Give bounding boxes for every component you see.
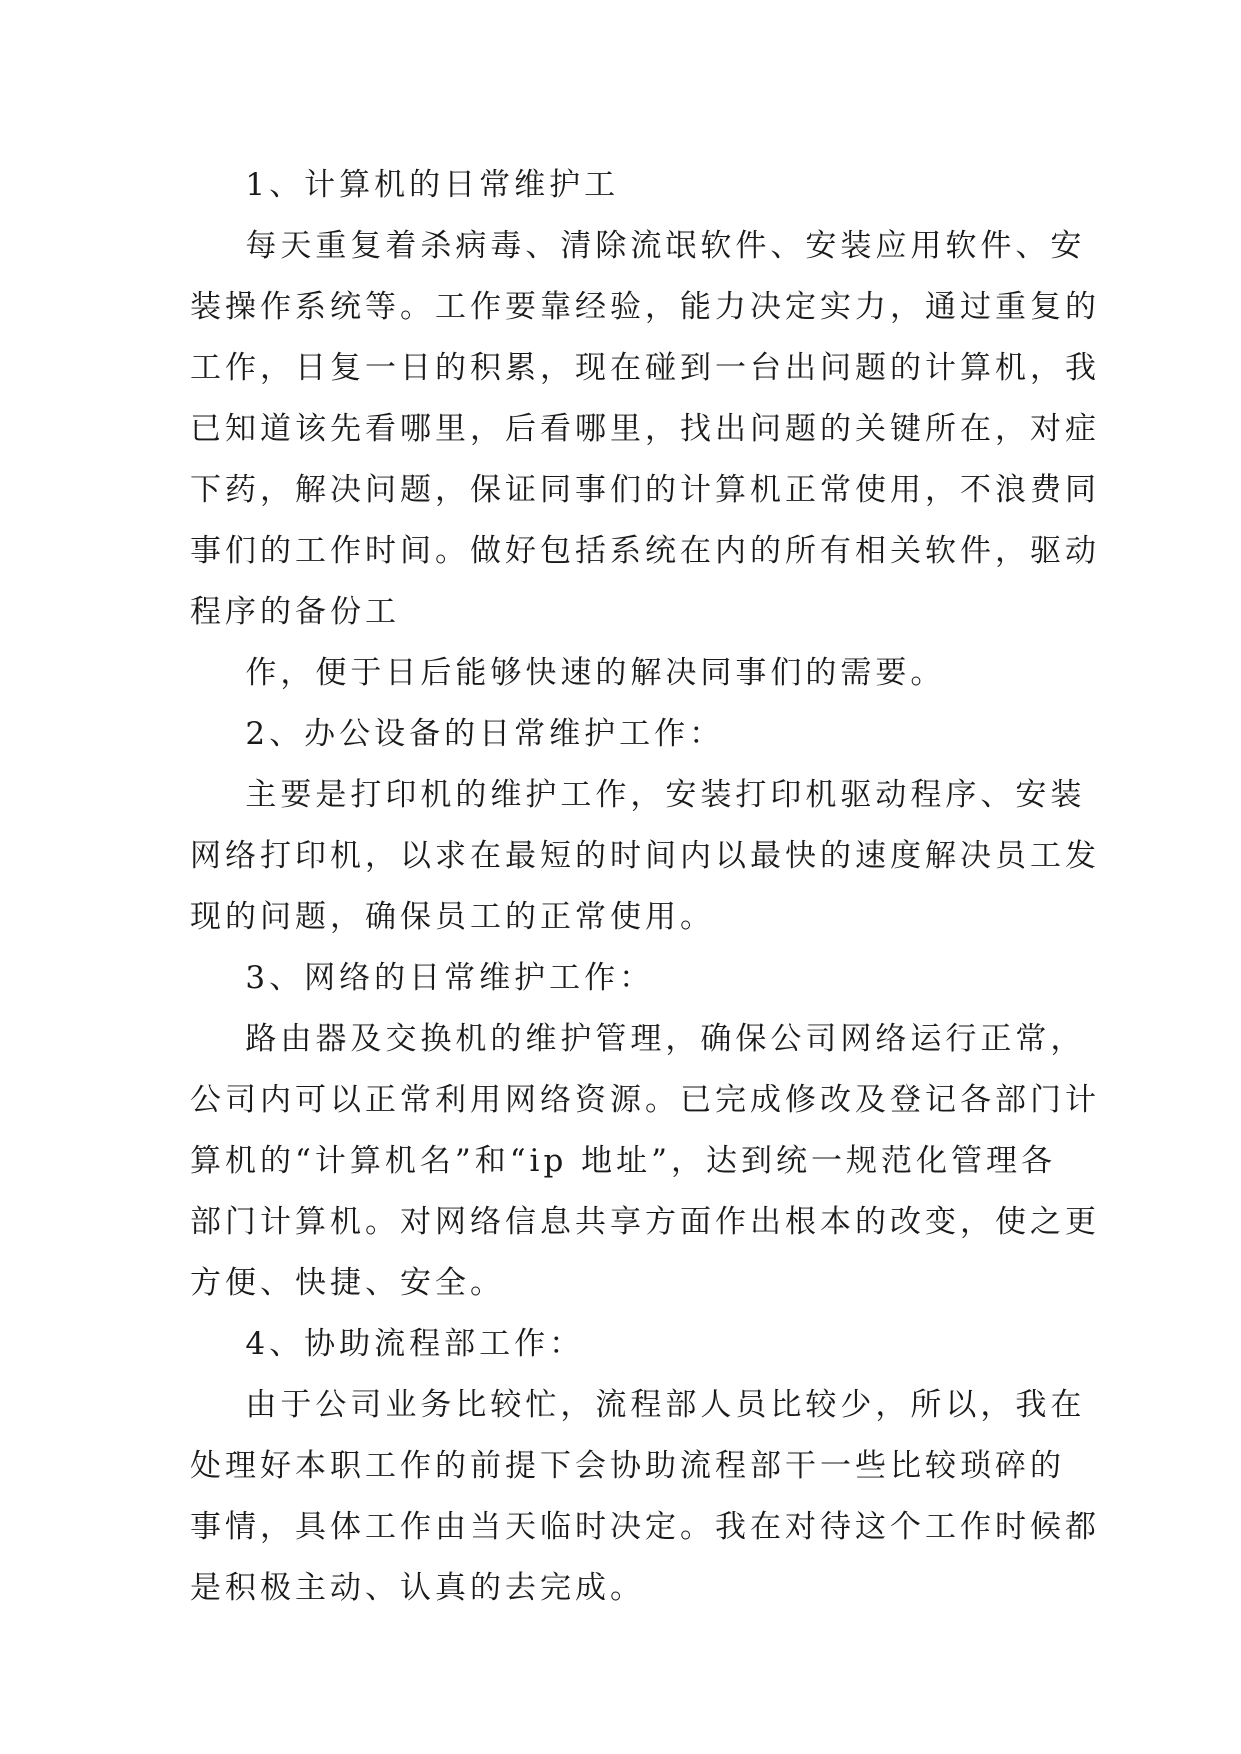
paragraph-line: 下药，解决问题，保证同事们的计算机正常使用，不浪费同 bbox=[190, 472, 1100, 508]
paragraph-line: 部门计算机。对网络信息共享方面作出根本的改变，使之更 bbox=[190, 1204, 1100, 1240]
paragraph-line: 方便、快捷、安全。 bbox=[190, 1265, 505, 1301]
paragraph-line: 每天重复着杀病毒、清除流氓软件、安装应用软件、安 bbox=[190, 228, 1086, 264]
paragraph-line: 事情，具体工作由当天临时决定。我在对待这个工作时候都 bbox=[190, 1509, 1100, 1545]
heading-1-line: 1、计算机的日常维护工 bbox=[190, 167, 620, 203]
paragraph-line: 算机的“计算机名”和“ip 地址”，达到统一规范化管理各 bbox=[190, 1143, 1057, 1179]
paragraph-line: 主要是打印机的维护工作，安装打印机驱动程序、安装 bbox=[190, 777, 1086, 813]
paragraph-line: 事们的工作时间。做好包括系统在内的所有相关软件，驱动 bbox=[190, 533, 1100, 569]
paragraph-line: 已知道该先看哪里，后看哪里，找出问题的关键所在，对症 bbox=[190, 411, 1100, 447]
paragraph-line: 是积极主动、认真的去完成。 bbox=[190, 1570, 645, 1606]
paragraph-line: 装操作系统等。工作要靠经验，能力决定实力，通过重复的 bbox=[190, 289, 1100, 325]
paragraph-line: 由于公司业务比较忙，流程部人员比较少，所以，我在 bbox=[190, 1387, 1086, 1423]
heading-2-line: 2、办公设备的日常维护工作： bbox=[190, 716, 725, 752]
document-body bbox=[190, 155, 1100, 1619]
paragraph-line: 网络打印机，以求在最短的时间内以最快的速度解决员工发 bbox=[190, 838, 1100, 874]
paragraph-line: 路由器及交换机的维护管理，确保公司网络运行正常， bbox=[190, 1021, 1086, 1057]
heading-3-line: 3、网络的日常维护工作： bbox=[190, 960, 655, 996]
paragraph-line: 工作，日复一日的积累，现在碰到一台出问题的计算机，我 bbox=[190, 350, 1100, 386]
paragraph-line: 现的问题，确保员工的正常使用。 bbox=[190, 899, 715, 935]
heading-4-line: 4、协助流程部工作： bbox=[190, 1326, 585, 1362]
paragraph-line: 作，便于日后能够快速的解决同事们的需要。 bbox=[190, 655, 946, 691]
paragraph-line: 程序的备份工 bbox=[190, 594, 400, 630]
paragraph-line: 处理好本职工作的前提下会协助流程部干一些比较琐碎的 bbox=[190, 1448, 1065, 1484]
paragraph-line: 公司内可以正常利用网络资源。已完成修改及登记各部门计 bbox=[190, 1082, 1100, 1118]
